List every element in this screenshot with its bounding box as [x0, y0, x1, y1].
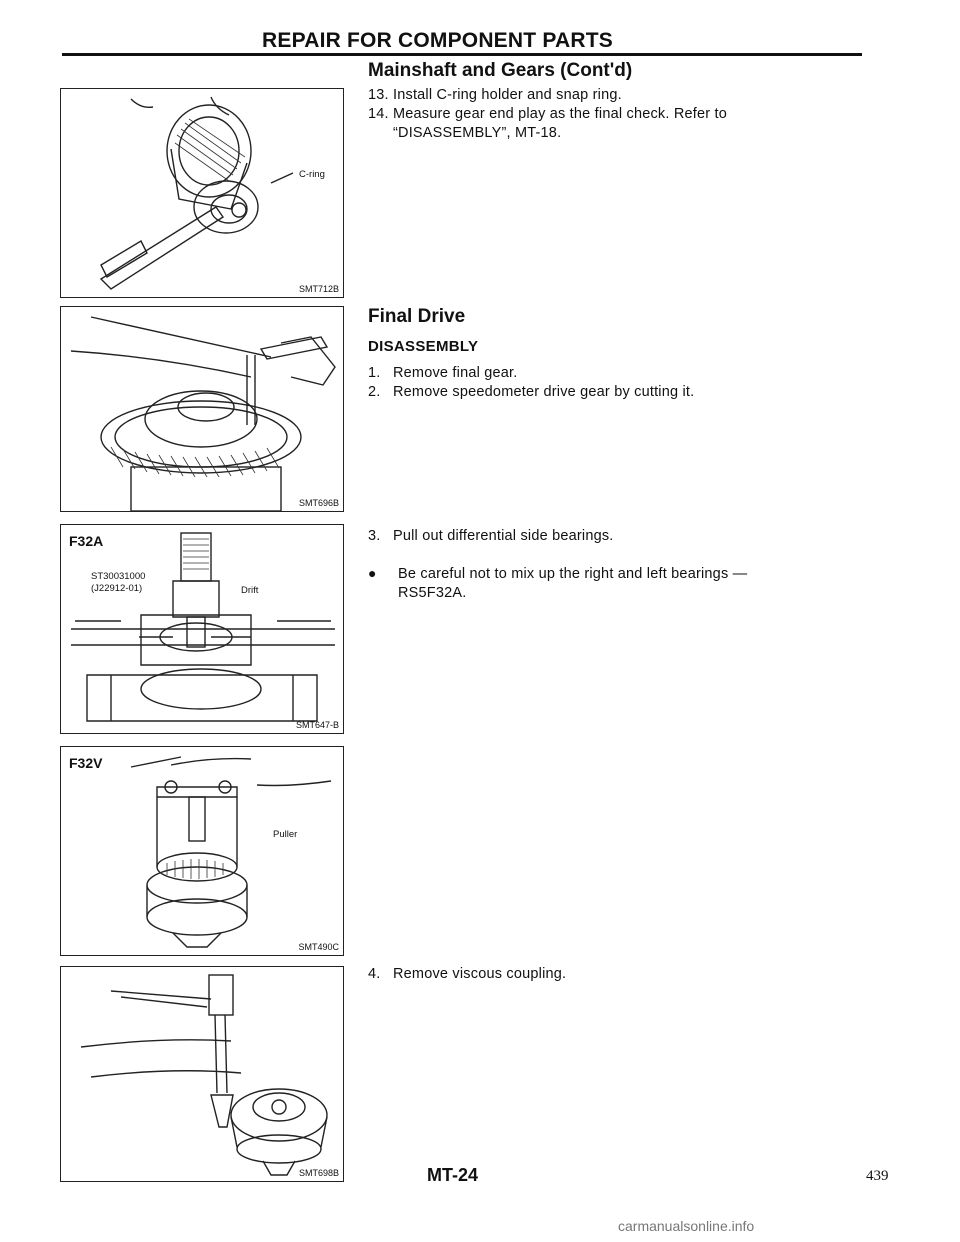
figure-final-gear-removal: [60, 306, 344, 512]
step-2: [368, 383, 868, 402]
subsection-title-disassembly: DISASSEMBLY: [368, 338, 479, 355]
step-text: Pull out differential side bearings.: [393, 528, 614, 544]
mainshaft-steps: [368, 86, 868, 143]
figure-code: SMT698B: [298, 1168, 339, 1178]
step-number: 14.: [368, 106, 389, 122]
step-1: [368, 364, 868, 383]
figure-viscous-coupling-removal: [60, 966, 344, 1182]
figure-f32a-bearing-puller: [60, 524, 344, 734]
watermark: carmanualsonline.info: [618, 1218, 755, 1234]
page-code: MT-24: [427, 1165, 479, 1185]
f32v-puller-illustration: [61, 747, 344, 956]
figure-f32v-bearing-puller: [60, 746, 344, 956]
tool-number-label: ST30031000: [91, 571, 146, 582]
figure-code: SMT712B: [298, 284, 339, 294]
step-number: 2.: [368, 384, 381, 400]
viscous-coupling-illustration: [61, 967, 344, 1182]
cring-holder-illustration: [61, 89, 344, 298]
page-header-title: REPAIR FOR COMPONENT PARTS: [262, 29, 613, 52]
f32a-bearing-illustration: [61, 525, 344, 734]
variant-label-f32v: F32V: [69, 755, 103, 771]
final-gear-illustration: [61, 307, 344, 512]
step-text: Install C-ring holder and snap ring.: [393, 87, 622, 103]
caution-bullet: [368, 564, 868, 603]
step-14: [368, 105, 868, 124]
step-text: “DISASSEMBLY”, MT-18.: [393, 125, 562, 141]
step-13: [368, 86, 868, 105]
section-title-final-drive: Final Drive: [368, 306, 466, 327]
final-drive-steps: [368, 364, 868, 402]
step-text: Remove speedometer drive gear by cutting it.: [393, 384, 695, 400]
section-title-mainshaft: Mainshaft and Gears (Cont'd): [368, 60, 633, 81]
figure-code: SMT490C: [298, 942, 339, 952]
drift-label: Drift: [241, 585, 259, 596]
figure-cring-holder: [60, 88, 344, 298]
step-number: 13.: [368, 87, 389, 103]
step-number: 4.: [368, 966, 381, 982]
bullet-text-line2: RS5F32A.: [398, 585, 467, 601]
figure-code: SMT696B: [298, 498, 339, 508]
step-14-cont: [368, 124, 868, 143]
figure-code: SMT647-B: [295, 720, 339, 730]
step-4: [368, 965, 868, 984]
step-text: Measure gear end play as the final check. Refer to: [393, 106, 728, 122]
page-number: 439: [866, 1168, 889, 1184]
tool-alt-number-label: (J22912-01): [91, 583, 143, 594]
step-3: [368, 527, 868, 546]
variant-label-f32a: F32A: [69, 533, 104, 549]
header-rule: [62, 53, 862, 56]
bullet-text-line1: Be careful not to mix up the right and left bearings —: [398, 566, 748, 582]
puller-label: Puller: [273, 829, 298, 840]
step-text: Remove viscous coupling.: [393, 966, 567, 982]
step-text: Remove final gear.: [393, 365, 518, 381]
step-number: 1.: [368, 365, 381, 381]
bullet-icon: ●: [368, 565, 377, 581]
cring-label: C-ring: [299, 169, 325, 180]
step-number: 3.: [368, 528, 381, 544]
